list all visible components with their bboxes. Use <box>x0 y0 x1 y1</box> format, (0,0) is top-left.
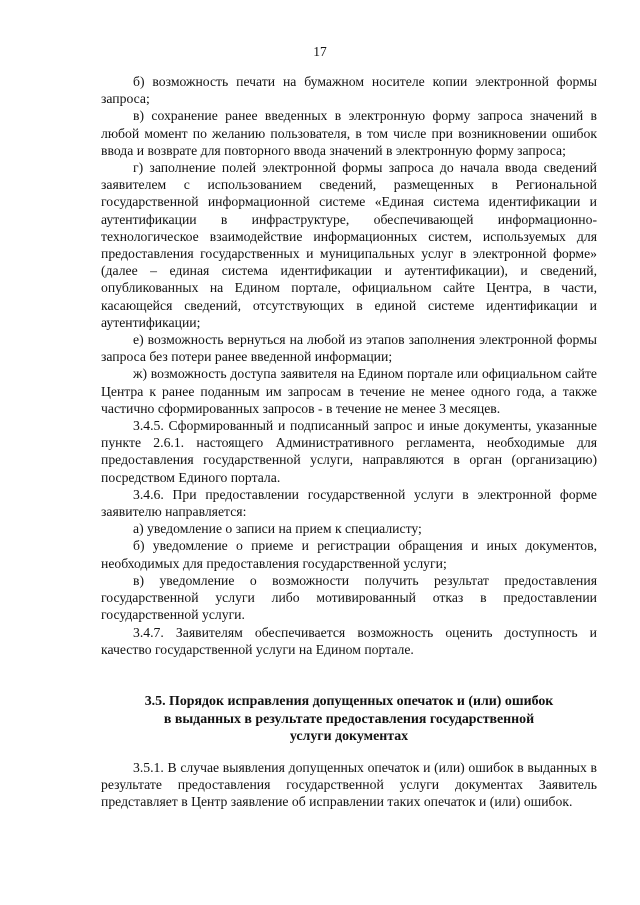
paragraph-3-4-7: 3.4.7. Заявителям обеспечивается возможность оценить доступность и качество государственной услуги на Едином портале. <box>101 624 597 657</box>
paragraph-item-e-return: е) возможность вернуться на любой из этапов заполнения электронной формы запроса без потери ранее введенной информации; <box>101 332 597 365</box>
page-number: 17 <box>313 44 327 59</box>
heading-line-1: 3.5. Порядок исправления допущенных опечаток и (или) ошибок <box>144 694 554 709</box>
paragraph-item-g-autofill: г) заполнение полей электронной формы запроса до начала ввода сведений заявителем с использованием сведений, размещенных в Региональной государственной информационной системе «Единая система идентификации и аутентификации в инфраструктуре, обеспечивающей информационно-технологическое взаимодействие информационных систем, используемых для предоставления государственных и муниципальных услуг в электронной форме» (далее – единая система идентификации и аутентификации), и сведений, опубликованных на Едином портале, официальном сайте Центра, в части, касающейся сведений, отсутствующих в единой системе идентификации и аутентификации; <box>101 160 597 330</box>
paragraph-3-4-5: 3.4.5. Сформированный и подписанный запрос и иные документы, указанные пункте 2.6.1. настоящего Административного регламента, необходимые для предоставления государственной услуги, направляются в орган (организацию) посредством Единого портала. <box>101 418 597 485</box>
paragraph-item-v-save: в) сохранение ранее введенных в электронную форму запроса значений в любой момент по желанию пользователя, в том числе при возникновении ошибок ввода и возврате для повторного ввода значений в электронную форму запроса; <box>101 108 597 158</box>
paragraph-3-5-1: 3.5.1. В случае выявления допущенных опечаток и (или) ошибок в выданных в результате предоставления государственной услуги документах Заявитель представляет в Центр заявление об исправлении таких опечаток и (или) ошибок. <box>101 760 597 810</box>
heading-line-3: услуги документах <box>289 729 409 745</box>
section-heading-3-5 <box>101 693 597 746</box>
heading-line-2: в выданных в результате предоставления государственной <box>163 711 535 727</box>
paragraph-item-zh-access: ж) возможность доступа заявителя на Едином портале или официальном сайте Центра к ранее поданным им запросам в течение не менее одного года, а также частично сформированных запросов - в течение не менее 3 месяцев. <box>101 366 597 416</box>
section-body-3-5 <box>101 759 597 811</box>
paragraph-item-a-notice: а) уведомление о записи на прием к специалисту; <box>133 521 422 537</box>
paragraph-3-4-6: 3.4.6. При предоставлении государственной услуги в электронной форме заявителю направляется: <box>101 486 597 520</box>
paragraph-item-b-print: б) возможность печати на бумажном носителе копии электронной формы запроса; <box>101 74 597 107</box>
paragraph-item-b-notice: б) уведомление о приеме и регистрации обращения и иных документов, необходимых для предоставления государственной услуги; <box>101 538 597 571</box>
document-body <box>101 73 597 658</box>
paragraph-item-v-notice: в) уведомление о возможности получить результат предоставления государственной услуги либо мотивированный отказ в предоставлении государственной услуги. <box>101 572 597 623</box>
